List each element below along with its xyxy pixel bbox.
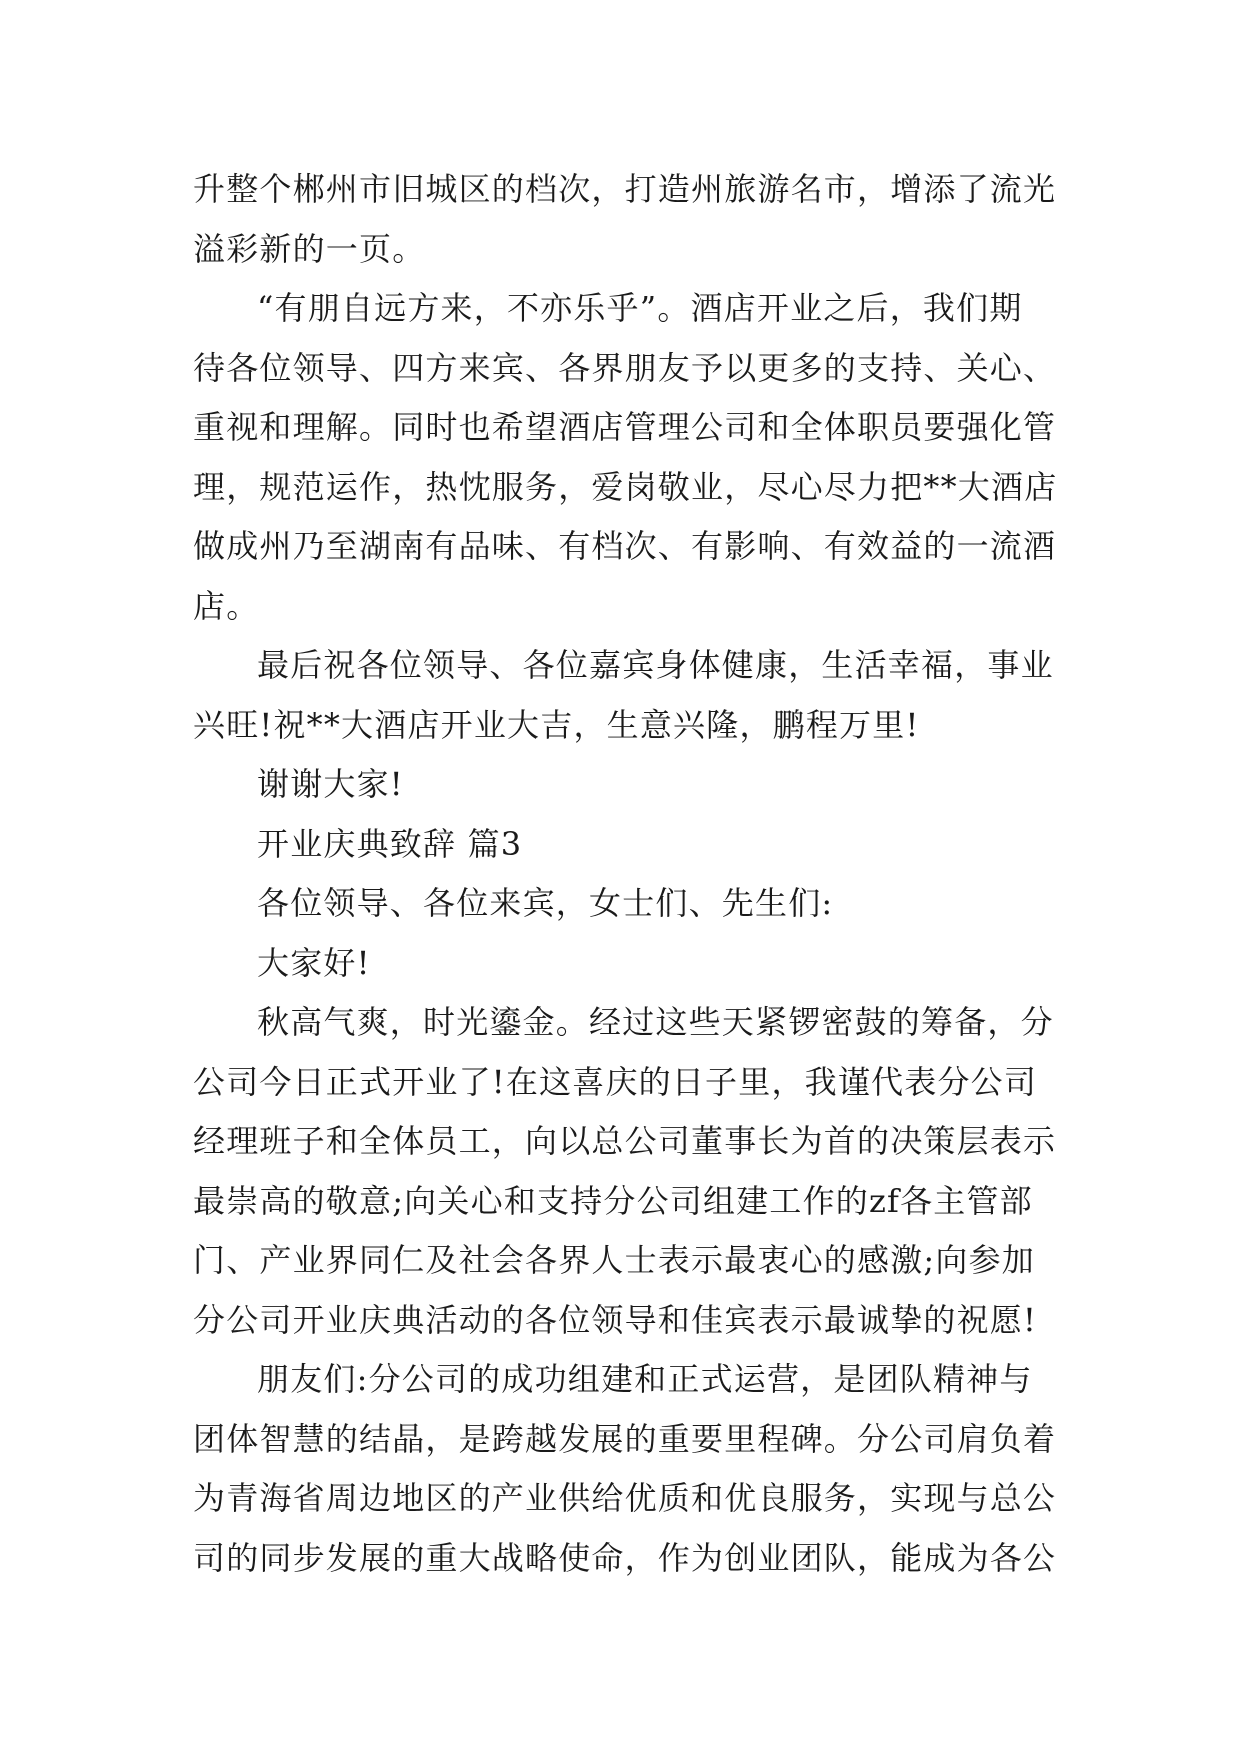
text-line: 店。 bbox=[193, 586, 260, 625]
text-line: “有朋自远方来，不亦乐乎”。酒店开业之后，我们期 bbox=[257, 289, 1023, 327]
text-line: 经理班子和全体员工，向以总公司董事长为首的决策层表示 bbox=[193, 1122, 1057, 1160]
text-line: 最后祝各位领导、各位嘉宾身体健康，生活幸福，事业 bbox=[257, 646, 1054, 684]
text-line: 最崇高的敬意;向关心和支持分公司组建工作的zf各主管部 bbox=[193, 1181, 1033, 1220]
text-line: 兴旺!祝**大酒店开业大吉，生意兴隆，鹏程万里! bbox=[193, 705, 920, 744]
text-line: 朋友们:分公司的成功组建和正式运营，是团队精神与 bbox=[257, 1360, 1033, 1398]
text-line: 升整个郴州市旧城区的档次，打造州旅游名市，增添了流光 bbox=[193, 170, 1057, 208]
text-line: 团体智慧的结晶，是跨越发展的重要里程碑。分公司肩负着 bbox=[193, 1419, 1057, 1458]
document-body bbox=[193, 160, 1058, 1588]
text-line: 分公司开业庆典活动的各位领导和佳宾表示最诚挚的祝愿! bbox=[193, 1300, 1038, 1339]
text-line: 公司今日正式开业了!在这喜庆的日子里，我谨代表分公司 bbox=[193, 1062, 1038, 1101]
text-line: 待各位领导、四方来宾、各界朋友予以更多的支持、关心、 bbox=[193, 348, 1057, 387]
text-line: 重视和理解。同时也希望酒店管理公司和全体职员要强化管 bbox=[193, 408, 1057, 446]
text-line: 司的同步发展的重大战略使命，作为创业团队，能成为各公 bbox=[193, 1538, 1057, 1577]
text-line: 开业庆典致辞 篇3 bbox=[257, 824, 523, 863]
text-line: 为青海省周边地区的产业供给优质和优良服务，实现与总公 bbox=[193, 1479, 1057, 1517]
text-line: 秋高气爽，时光鎏金。经过这些天紧锣密鼓的筹备，分 bbox=[257, 1003, 1054, 1041]
text-line: 大家好! bbox=[257, 943, 371, 982]
text-line: 溢彩新的一页。 bbox=[193, 229, 426, 268]
text-line: 各位领导、各位来宾，女士们、先生们: bbox=[257, 884, 834, 922]
text-line: 做成州乃至湖南有品味、有档次、有影响、有效益的一流酒 bbox=[193, 527, 1057, 565]
text-line: 谢谢大家! bbox=[257, 765, 404, 803]
text-line: 门、产业界同仁及社会各界人士表示最衷心的感激;向参加 bbox=[193, 1241, 1035, 1279]
text-line: 理，规范运作，热忱服务，爱岗敬业，尽心尽力把**大酒店 bbox=[193, 467, 1058, 506]
